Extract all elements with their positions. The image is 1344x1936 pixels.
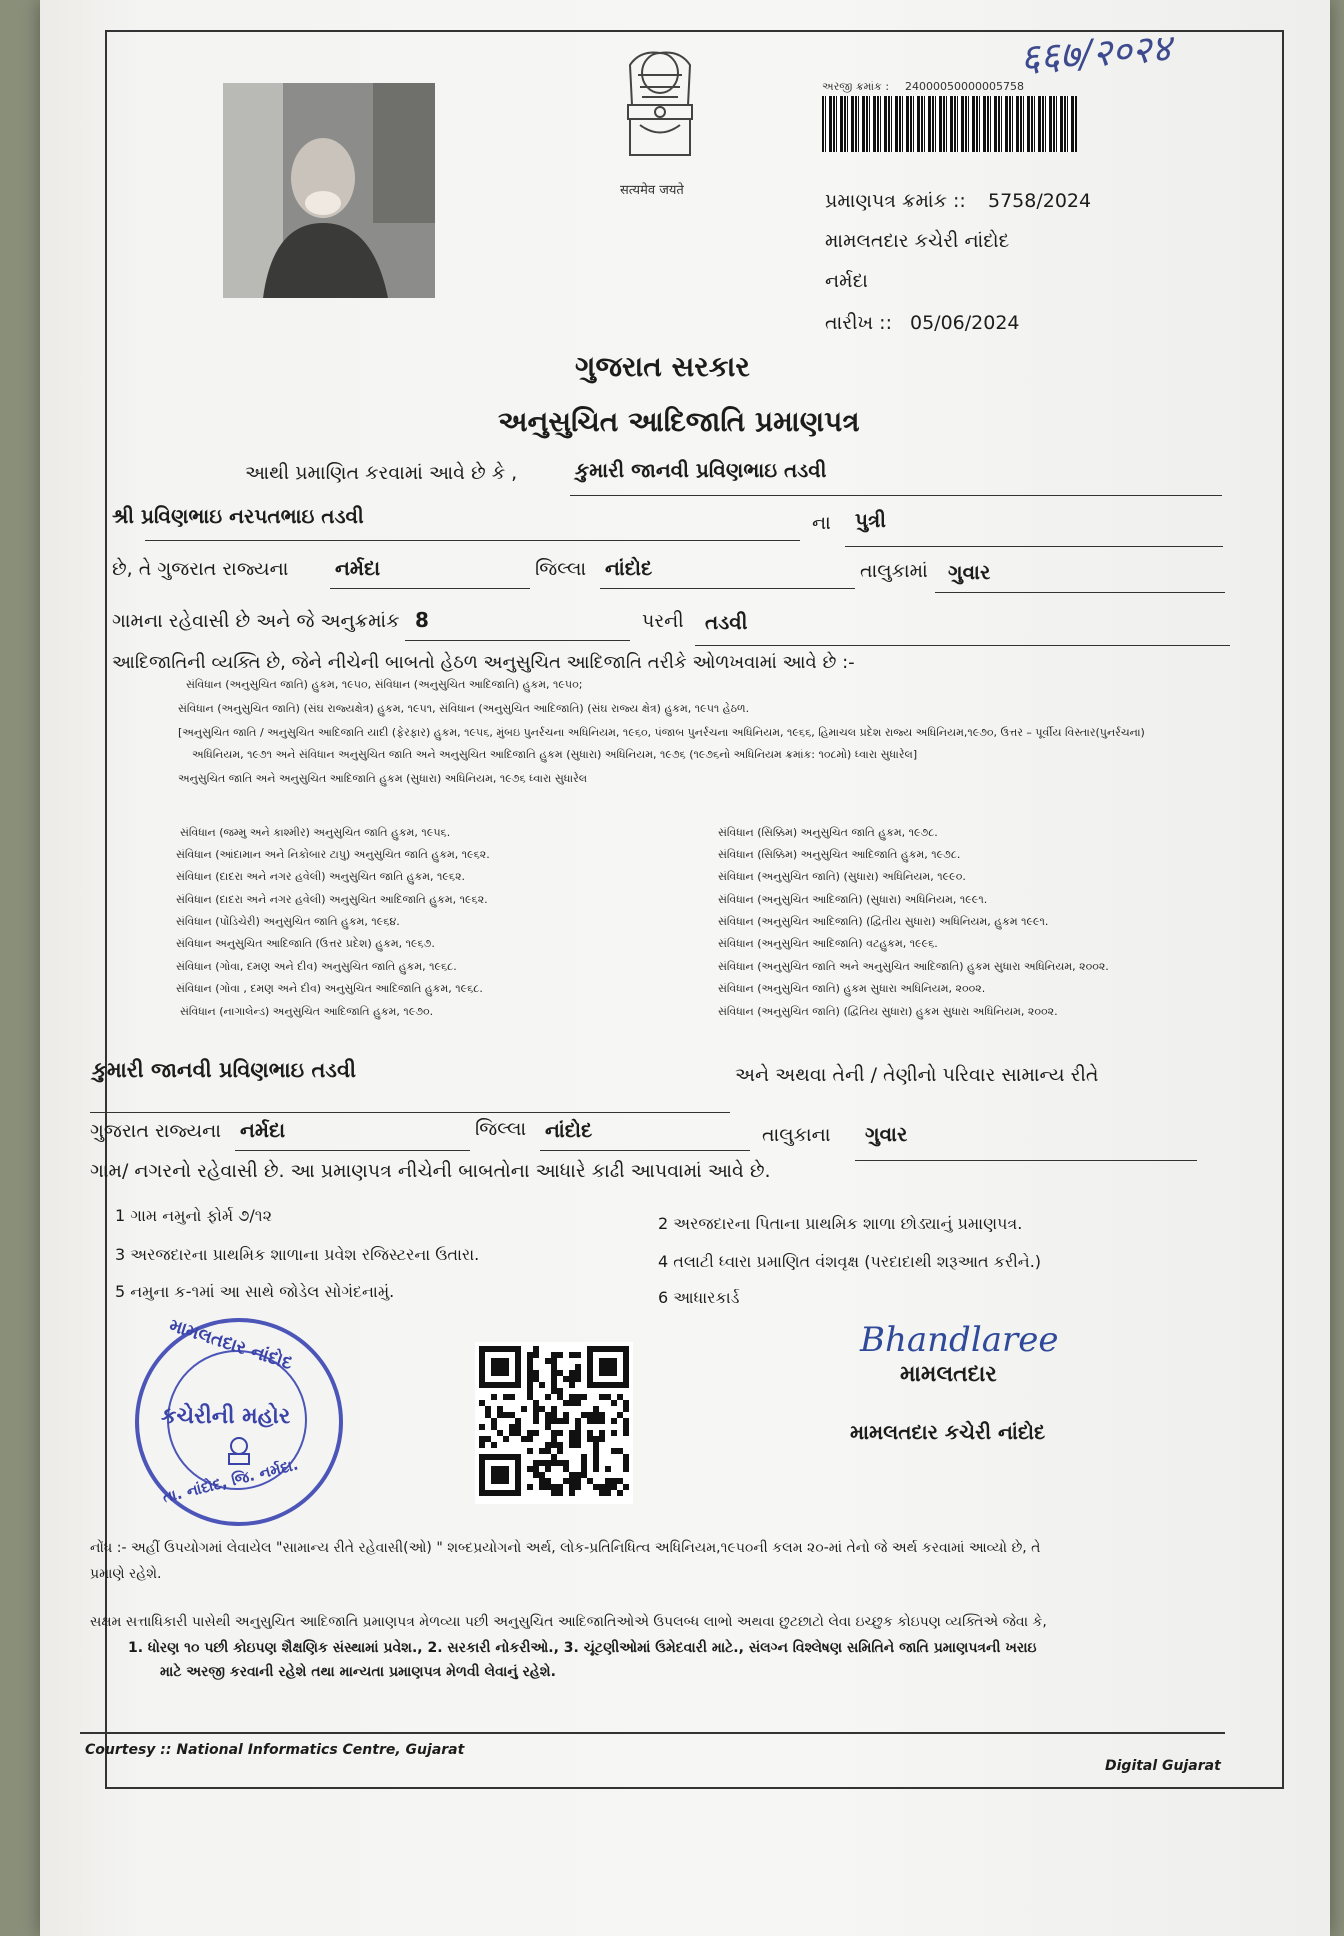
order-left-8: સંવિધાન (નાગાલેન્ડ) અનુસુચિત આદિજાતિ હુકમ, ૧૯૭૦. — [180, 1005, 434, 1018]
certify-label: આથી પ્રમાણિત કરવામાં આવે છે કે , — [245, 462, 518, 484]
serial-number: 8 — [415, 608, 429, 632]
order-top-3: અધિનિયમ, ૧૯૭૧ અને સંવિધાન અનુસુચિત જાતિ અને અનુસુચિત આદિજાતિ હુકમ (સુધારા) અધિનિયમ, ૧૯૭૬ (૧૯૭૬નો અધિનિયમ ક્રમાંક: ૧૦૮મો) ધ્વારા સુધારેલ] — [192, 748, 918, 761]
residence-taluka-label: તાલુકાના — [762, 1124, 831, 1146]
application-barcode — [822, 96, 1077, 152]
note-3: 1. ધોરણ ૧૦ પછી કોઇપણ શૈક્ષણિક સંસ્થામાં પ્રવેશ., 2. સરકારી નોકરીઓ., 3. ચૂંટણીઓમાં ઉમેદવારી માટે., સંલગ્ન વિશ્લેષણ સમિતિને જાતિ પ્રમાણપત્રની ખરાઇ — [128, 1640, 1037, 1656]
order-right-8: સંવિધાન (અનુસુચિત જાતિ) (દ્વિતિય સુધારા) હુકમ સુધારા અધિનિયમ, ૨૦૦૨. — [718, 1005, 1058, 1018]
order-top-4: અનુસુચિત જાતિ અને અનુસુચિત આદિજાતિ હુકમ (સુધારા) અધિનિયમ, ૧૯૭૬ ધ્વારા સુધારેલ — [178, 772, 588, 785]
document-4: 4 તલાટી ધ્વારા પ્રમાણિત વંશવૃક્ષ (પરદાદાથી શરૂઆત કરીને.) — [658, 1252, 1042, 1271]
of-label: ના — [812, 512, 831, 534]
emblem-motto: सत्यमेव जयते — [620, 183, 684, 198]
order-right-3: સંવિધાન (અનુસુચિત આદિજાતિ) (સુધારા) અધિનિયમ, ૧૯૯૧. — [718, 893, 988, 906]
order-left-3: સંવિધાન (દાદરા અને નગર હવેલી) અનુસુચિત આદિજાતિ હુકમ, ૧૯૬૨. — [176, 893, 488, 906]
stamp-bottom-text: તા. નાંદોદ, જિ. નર્મદા. — [160, 1455, 300, 1507]
certificate-district: નર્મદા — [825, 270, 868, 292]
order-left-0: સંવિધાન (જમ્મુ અને કાશ્મીર) અનુસુચિત જાતિ હુકમ, ૧૯૫૬. — [180, 826, 451, 839]
taluka-value: નાંદોદ — [605, 556, 653, 580]
signatory-title: મામલતદાર — [900, 1362, 997, 1387]
order-left-5: સંવિધાન અનુસુચિત આદિજાતિ (ઉત્તર પ્રદેશ) હુકમ, ૧૯૬૭. — [176, 937, 435, 950]
office-stamp — [135, 1314, 343, 1526]
father-name: શ્રી પ્રવિણભાઇ નરપતભાઇ તડવી — [112, 504, 364, 528]
order-right-5: સંવિધાન (અનુસુચિત આદિજાતિ) વટહુકમ, ૧૯૯૬. — [718, 937, 938, 950]
application-number: 24000050000005758 — [905, 80, 1024, 93]
verification-qr-code — [475, 1342, 633, 1504]
handwritten-reference: ६६७/२०२४ — [1018, 25, 1173, 81]
certificate-number: 5758/2024 — [988, 190, 1092, 212]
residence-village: ગુવાર — [865, 1122, 908, 1146]
relation: પુત્રી — [855, 508, 886, 532]
order-right-0: સંવિધાન (સિક્કિમ) અનુસુચિત જાતિ હુકમ, ૧૯૭૮. — [718, 826, 938, 839]
footer-divider — [80, 1732, 1225, 1734]
family-label: અને અથવા તેની / તેણીનો પરિવાર સામાન્ય રીતે — [735, 1064, 1099, 1086]
residence-state-label: ગુજરાત રાજ્યના — [90, 1120, 221, 1142]
note-1: નોંધ :- અહીં ઉપયોગમાં લેવાયેલ "સામાન્ય રીતે રહેવાસી(ઓ) " શબ્દપ્રયોગનો અર્થ, લોક-પ્રતિનિધિત્વ અધિનિયમ,૧૯૫૦ની કલમ ૨૦-માં તેનો જે અર્થ કરવામાં આવ્યો છે, તે — [90, 1540, 1041, 1556]
national-emblem-icon — [610, 45, 710, 179]
basis-line: ગામ/ નગરનો રહેવાસી છે. આ પ્રમાણપત્ર નીચેની બાબતોના આધારે કાઢી આપવામાં આવે છે. — [90, 1160, 771, 1182]
signatory-office: મામલતદાર કચેરી નાંદોદ — [850, 1420, 1046, 1444]
order-left-1: સંવિધાન (આંદામાન અને નિકોબાર ટાપુ) અનુસુચિત જાતિ હુકમ, ૧૯૬૨. — [176, 848, 490, 861]
order-left-7: સંવિધાન (ગોવા , દમણ અને દીવ) અનુસુચિત આદિજાતિ હુકમ, ૧૯૬૮. — [176, 982, 483, 995]
note-1b: પ્રમાણે રહેશે. — [90, 1566, 162, 1582]
stamp-top-text: મામલતદાર નાંદોદ — [166, 1314, 295, 1375]
certificate-office: મામલતદાર કચેરી નાંદોદ — [825, 230, 1010, 252]
taluka-label: તાલુકામાં — [860, 560, 928, 582]
resident-label: ગામના રહેવાસી છે અને જે અનુક્રમાંક — [112, 610, 400, 632]
order-right-4: સંવિધાન (અનુસુચિત આદિજાતિ) (દ્વિતીય સુધારા) અધિનિયમ, હુકમ ૧૯૯૧. — [718, 915, 1049, 928]
certificate-date-label: તારીખ :: — [825, 312, 892, 334]
order-right-6: સંવિધાન (અનુસુચિત જાતિ અને અનુસુચિત આદિજાતિ) હુકમ સુધારા અધિનિયમ, ૨૦૦૨. — [718, 960, 1109, 973]
document-6: 6 આધારકાર્ડ — [658, 1288, 740, 1307]
order-right-7: સંવિધાન (અનુસુચિત જાતિ) હુકમ સુધારા અધિનિયમ, ૨૦૦૨. — [718, 982, 986, 995]
of2-label: પરની — [642, 610, 684, 632]
residence-district: નર્મદા — [240, 1118, 286, 1142]
order-right-1: સંવિધાન (સિક્કિમ) અનુસુચિત આદિજાતિ હુકમ, ૧૯૭૮. — [718, 848, 961, 861]
document-2: 2 અરજદારના પિતાના પ્રાથમિક શાળા છોડ્યાનું પ્રમાણપત્ર. — [658, 1214, 1023, 1233]
order-top-1: સંવિધાન (અનુસુચિત જાતિ) (સંઘ રાજ્યક્ષેત્ર) હુકમ, ૧૯૫૧, સંવિધાન (અનુસુચિત આદિજાતિ) (સંઘ રાજ્ય ક્ષેત્ર) હુકમ, ૧૯૫૧ હેઠળ. — [178, 702, 750, 715]
residence-taluka: નાંદોદ — [545, 1118, 593, 1142]
applicant-name: કુમારી જાનવી પ્રવિણભાઇ તડવી — [575, 458, 827, 482]
application-number-label: અરજી ક્રમાંક : — [822, 80, 890, 93]
stamp-middle-text: કચેરીની મહોર — [161, 1404, 291, 1429]
order-left-2: સંવિધાન (દાદરા અને નગર હવેલી) અનુસુચિત જાતિ હુકમ, ૧૯૬૨. — [176, 870, 466, 883]
residence-district-label: જિલ્લા — [475, 1118, 527, 1140]
tribe-line: આદિજાતિની વ્યક્તિ છે, જેને નીચેની બાબતો હેઠળ અનુસુચિત આદિજાતિ તરીકે ઓળખવામાં આવે છે :- — [112, 652, 855, 673]
signature: Bhandlaree — [860, 1320, 1059, 1360]
document-1: 1 ગામ નમુનો ફોર્મ ૭/૧૨ — [115, 1206, 273, 1225]
document-3: 3 અરજદારના પ્રાથમિક શાળાના પ્રવેશ રજિસ્ટરના ઉતારા. — [115, 1245, 480, 1264]
district-label: જિલ્લા — [535, 558, 587, 580]
stamp-emblem-icon — [221, 1434, 257, 1474]
note-4: માટે અરજી કરવાની રહેશે તથા માન્યતા પ્રમાણપત્ર મેળવી લેવાનું રહેશે. — [160, 1664, 556, 1680]
certificate-title: અનુસુચિત આદિજાતિ પ્રમાણપત્ર — [498, 405, 860, 438]
government-title: ગુજરાત સરકાર — [575, 350, 750, 383]
state-label: છે, તે ગુજરાત રાજ્યના — [112, 558, 289, 580]
order-left-4: સંવિધાન (પોંડિચેરી) અનુસુચિત જાતિ હુકમ, ૧૯૬૪. — [176, 915, 400, 928]
document-5: 5 નમુના ક-૧માં આ સાથે જોડેલ સોગંદનામું. — [115, 1282, 395, 1301]
tribe-value: તડવી — [705, 610, 748, 634]
residence-name: કુમારી જાનવી પ્રવિણભાઇ તડવી — [92, 1058, 357, 1082]
applicant-photo — [223, 83, 435, 298]
courtesy-text: Courtesy :: National Informatics Centre, Gujarat — [85, 1742, 465, 1758]
order-right-2: સંવિધાન (અનુસુચિત જાતિ) (સુધારા) અધિનિયમ, ૧૯૯૦. — [718, 870, 966, 883]
certificate-date: 05/06/2024 — [910, 312, 1020, 334]
district-value: નર્મદા — [335, 556, 381, 580]
order-left-6: સંવિધાન (ગોવા, દમણ અને દીવ) અનુસુચિત જાતિ હુકમ, ૧૯૬૮. — [176, 960, 457, 973]
village-value: ગુવાર — [948, 560, 991, 584]
certificate-number-label: પ્રમાણપત્ર ક્રમાંક :: — [825, 190, 966, 212]
note-2: સક્ષમ સત્તાધિકારી પાસેથી અનુસુચિત આદિજાતિ પ્રમાણપત્ર મેળવ્યા પછી અનુસુચિત આદિજાતિઓએ ઉપલબ્ધ લાભો અથવા છુટછાટો લેવા ઇચ્છુક કોઇપણ વ્યક્તિએ જેવા કે, — [90, 1614, 1047, 1630]
order-top-0: સંવિધાન (અનુસુચિત જાતિ) હુકમ, ૧૯૫૦, સંવિધાન (અનુસુચિત આદિજાતિ) હુકમ, ૧૯૫૦; — [186, 678, 583, 691]
digital-gujarat-brand: Digital Gujarat — [1105, 1758, 1221, 1774]
order-top-2: [અનુસુચિત જાતિ / અનુસુચિત આદિજાતિ યાદી (ફેરફાર) હુકમ, ૧૯૫૬, મુંબઇ પુનર્રચના અધિનિયમ, ૧૯૬૦, પંજાબ પુનર્રચના અધિનિયમ, ૧૯૬૬, હિમાચલ પ્રદેશ રાજ્ય અધિનિયમ,૧૯૭૦, ઉત્તર – પૂર્વીય વિસ્તાર(પુનર્રચના) — [178, 726, 1145, 739]
